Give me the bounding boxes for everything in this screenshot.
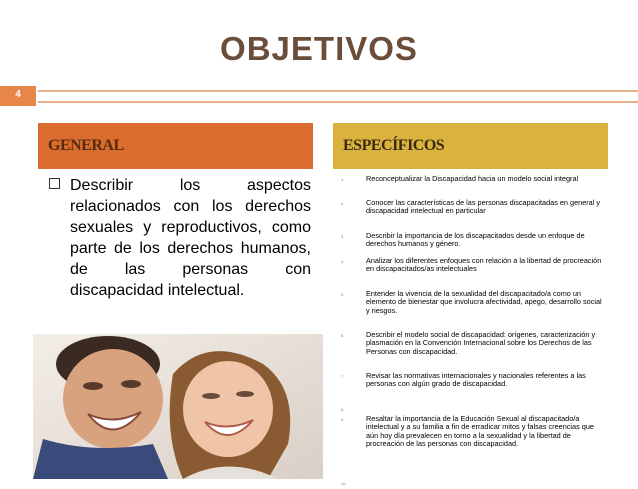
general-objective-text: Describir los aspectos relacionados con los derechos sexuales y reproductivos, como parte de los derechos humanos, de las personas con discapacidad intelectual. [70,177,311,299]
list-item [338,199,608,232]
list-item-number: 1. [341,177,345,182]
list-item [338,479,608,489]
list-item-text: Resaltar la importancia de la Educación Sexual al discapacitado/a intelectual y a su familia a fin de erradicar mitos y falsas creencias que aún hoy día prevalecen en torno a la sexualidad y la libertad de procreación de las personas con discapacidad. [366,414,594,448]
list-item [338,175,608,199]
list-item-number: 10. [341,481,347,486]
list-item-number: 6. [341,333,345,338]
list-item-text: Entender la vivencia de la sexualidad del discapacitado/a como un elemento de bienestar que involucra afectividad, apego, desarrollo social y riesgos. [366,289,602,315]
slide-title: OBJETIVOS [220,30,418,67]
divider-band [38,90,638,103]
especificos-list [338,175,608,489]
list-item-text: Describir el modelo social de discapacidad: orígenes, caracterización y plasmación en la Convención Internacional sobre los Derechos de las Personas con discapacidad. [366,330,596,356]
list-item-text: Conocer las características de las personas discapacitadas en general y discapacidad intelectual en particular [366,198,601,216]
list-item-number: 5. [341,292,345,297]
list-item-number: 2. [341,201,345,206]
list-item-number: 9. [341,417,345,422]
list-item [338,415,608,479]
list-item [338,290,608,331]
square-bullet-icon [49,178,60,189]
list-item [338,257,608,290]
list-item-number: 8. [341,407,345,412]
list-item [338,372,608,405]
general-objective [49,175,311,301]
slide-number: 4 [15,89,21,100]
especificos-header [333,123,608,169]
photo-two-people-laughing [33,334,323,479]
list-item-number: 4. [341,259,345,264]
list-item-number: 7. [341,374,345,379]
list-item-text: Describir la importancia de los discapacitados desde un enfoque de derechos humanos y género. [366,231,585,249]
list-item [338,331,608,372]
list-item-number: 3. [341,234,345,239]
especificos-header-label: ESPECÍFICOS [343,137,445,154]
general-header-label: GENERAL [48,137,124,154]
list-item-text: Reconceptualizar la Discapacidad hacia un modelo social integral [366,174,579,183]
list-item-text: Revisar las normativas internacionales y nacionales referentes a las personas con algún grado de discapacidad. [366,371,586,389]
photo-illustration [33,334,323,479]
list-item [338,232,608,257]
general-header [38,123,313,169]
list-item-text: Analizar los diferentes enfoques con relación a la libertad de procreación en discapacitados/as intelectuales [366,256,602,274]
